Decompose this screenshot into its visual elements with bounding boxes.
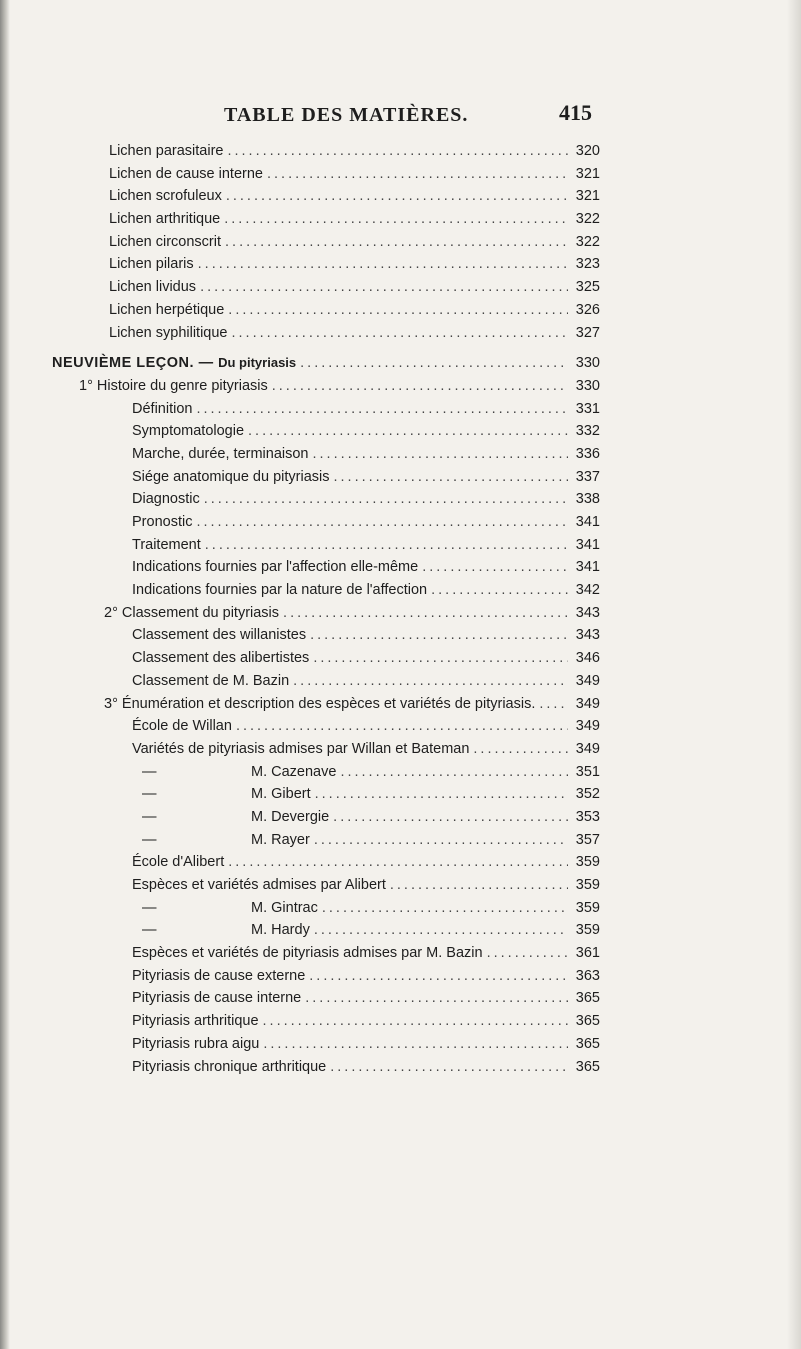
toc-entry: Pityriasis de cause externe ..... 363 — [52, 965, 600, 988]
toc-entry: Classement de M. Bazin ..... 349 — [52, 670, 600, 693]
toc-entry: Lichen de cause interne ..... 321 — [52, 163, 600, 186]
toc-entry: Classement des willanistes ..... 343 — [52, 624, 600, 647]
toc-entry: Lichen arthritique ..... 322 — [52, 208, 600, 231]
toc-section: 1° Histoire du genre pityriasis ..... 330 — [52, 375, 600, 398]
page-number: 415 — [559, 100, 592, 125]
toc-ditto-entry: — M. Gintrac ..... 359 — [52, 897, 600, 920]
toc-entry: Pityriasis arthritique ..... 365 — [52, 1010, 600, 1033]
toc-entry: École d'Alibert ..... 359 — [52, 851, 600, 874]
toc-ditto-entry: — M. Cazenave ..... 351 — [52, 761, 600, 784]
toc-entry: Pityriasis rubra aigu ..... 365 — [52, 1033, 600, 1056]
toc-chapter-heading: NEUVIÈME LEÇON. — Du pityriasis ..... 330 — [52, 352, 600, 375]
toc-ditto-entry: — M. Rayer ..... 357 — [52, 829, 600, 852]
toc-entry: Lichen syphilitique ..... 327 — [52, 322, 600, 345]
toc-entry: Espèces et variétés de pityriasis admises par M. Bazin ..... 361 — [52, 942, 600, 965]
toc-entry: Lichen pilaris ..... 323 — [52, 253, 600, 276]
toc-entry: Diagnostic ..... 338 — [52, 488, 600, 511]
toc-ditto-entry: — M. Hardy ..... 359 — [52, 919, 600, 942]
toc-entry: Lichen parasitaire ..... 320 — [52, 140, 600, 163]
toc-entry: Espèces et variétés admises par Alibert ..... 359 — [52, 874, 600, 897]
toc-entry: Classement des alibertistes ..... 346 — [52, 647, 600, 670]
toc-entry: Variétés de pityriasis admises par Willan et Bateman ..... 349 — [52, 738, 600, 761]
table-of-contents — [52, 140, 600, 1078]
toc-entry: École de Willan ..... 349 — [52, 715, 600, 738]
toc-entry: Symptomatologie ..... 332 — [52, 420, 600, 443]
toc-entry: Indications fournies par l'affection elle-même ..... 341 — [52, 556, 600, 579]
toc-ditto-entry: — M. Gibert ..... 352 — [52, 783, 600, 806]
toc-entry: Pityriasis de cause interne ..... 365 — [52, 987, 600, 1010]
toc-entry: Pronostic ..... 341 — [52, 511, 600, 534]
toc-section: 2° Classement du pityriasis ..... 343 — [52, 602, 600, 625]
toc-entry: Traitement ..... 341 — [52, 534, 600, 557]
toc-entry: Siége anatomique du pityriasis ..... 337 — [52, 466, 600, 489]
toc-entry: Lichen circonscrit ..... 322 — [52, 231, 600, 254]
toc-entry: Pityriasis chronique arthritique ..... 365 — [52, 1056, 600, 1079]
toc-section: 3° Énumération et description des espèces et variétés de pityriasis. ..... 349 — [52, 693, 600, 716]
page-edge — [787, 0, 801, 1349]
running-title: TABLE DES MATIÈRES. — [224, 104, 469, 126]
toc-entry: Définition ..... 331 — [52, 398, 600, 421]
toc-entry: Indications fournies par la nature de l'affection ..... 342 — [52, 579, 600, 602]
page-spine-shadow — [0, 0, 10, 1349]
toc-ditto-entry: — M. Devergie ..... 353 — [52, 806, 600, 829]
page-header — [108, 98, 598, 132]
toc-entry: Lichen lividus ..... 325 — [52, 276, 600, 299]
toc-entry: Marche, durée, terminaison ..... 336 — [52, 443, 600, 466]
toc-entry: Lichen scrofuleux ..... 321 — [52, 185, 600, 208]
toc-entry: Lichen herpétique ..... 326 — [52, 299, 600, 322]
